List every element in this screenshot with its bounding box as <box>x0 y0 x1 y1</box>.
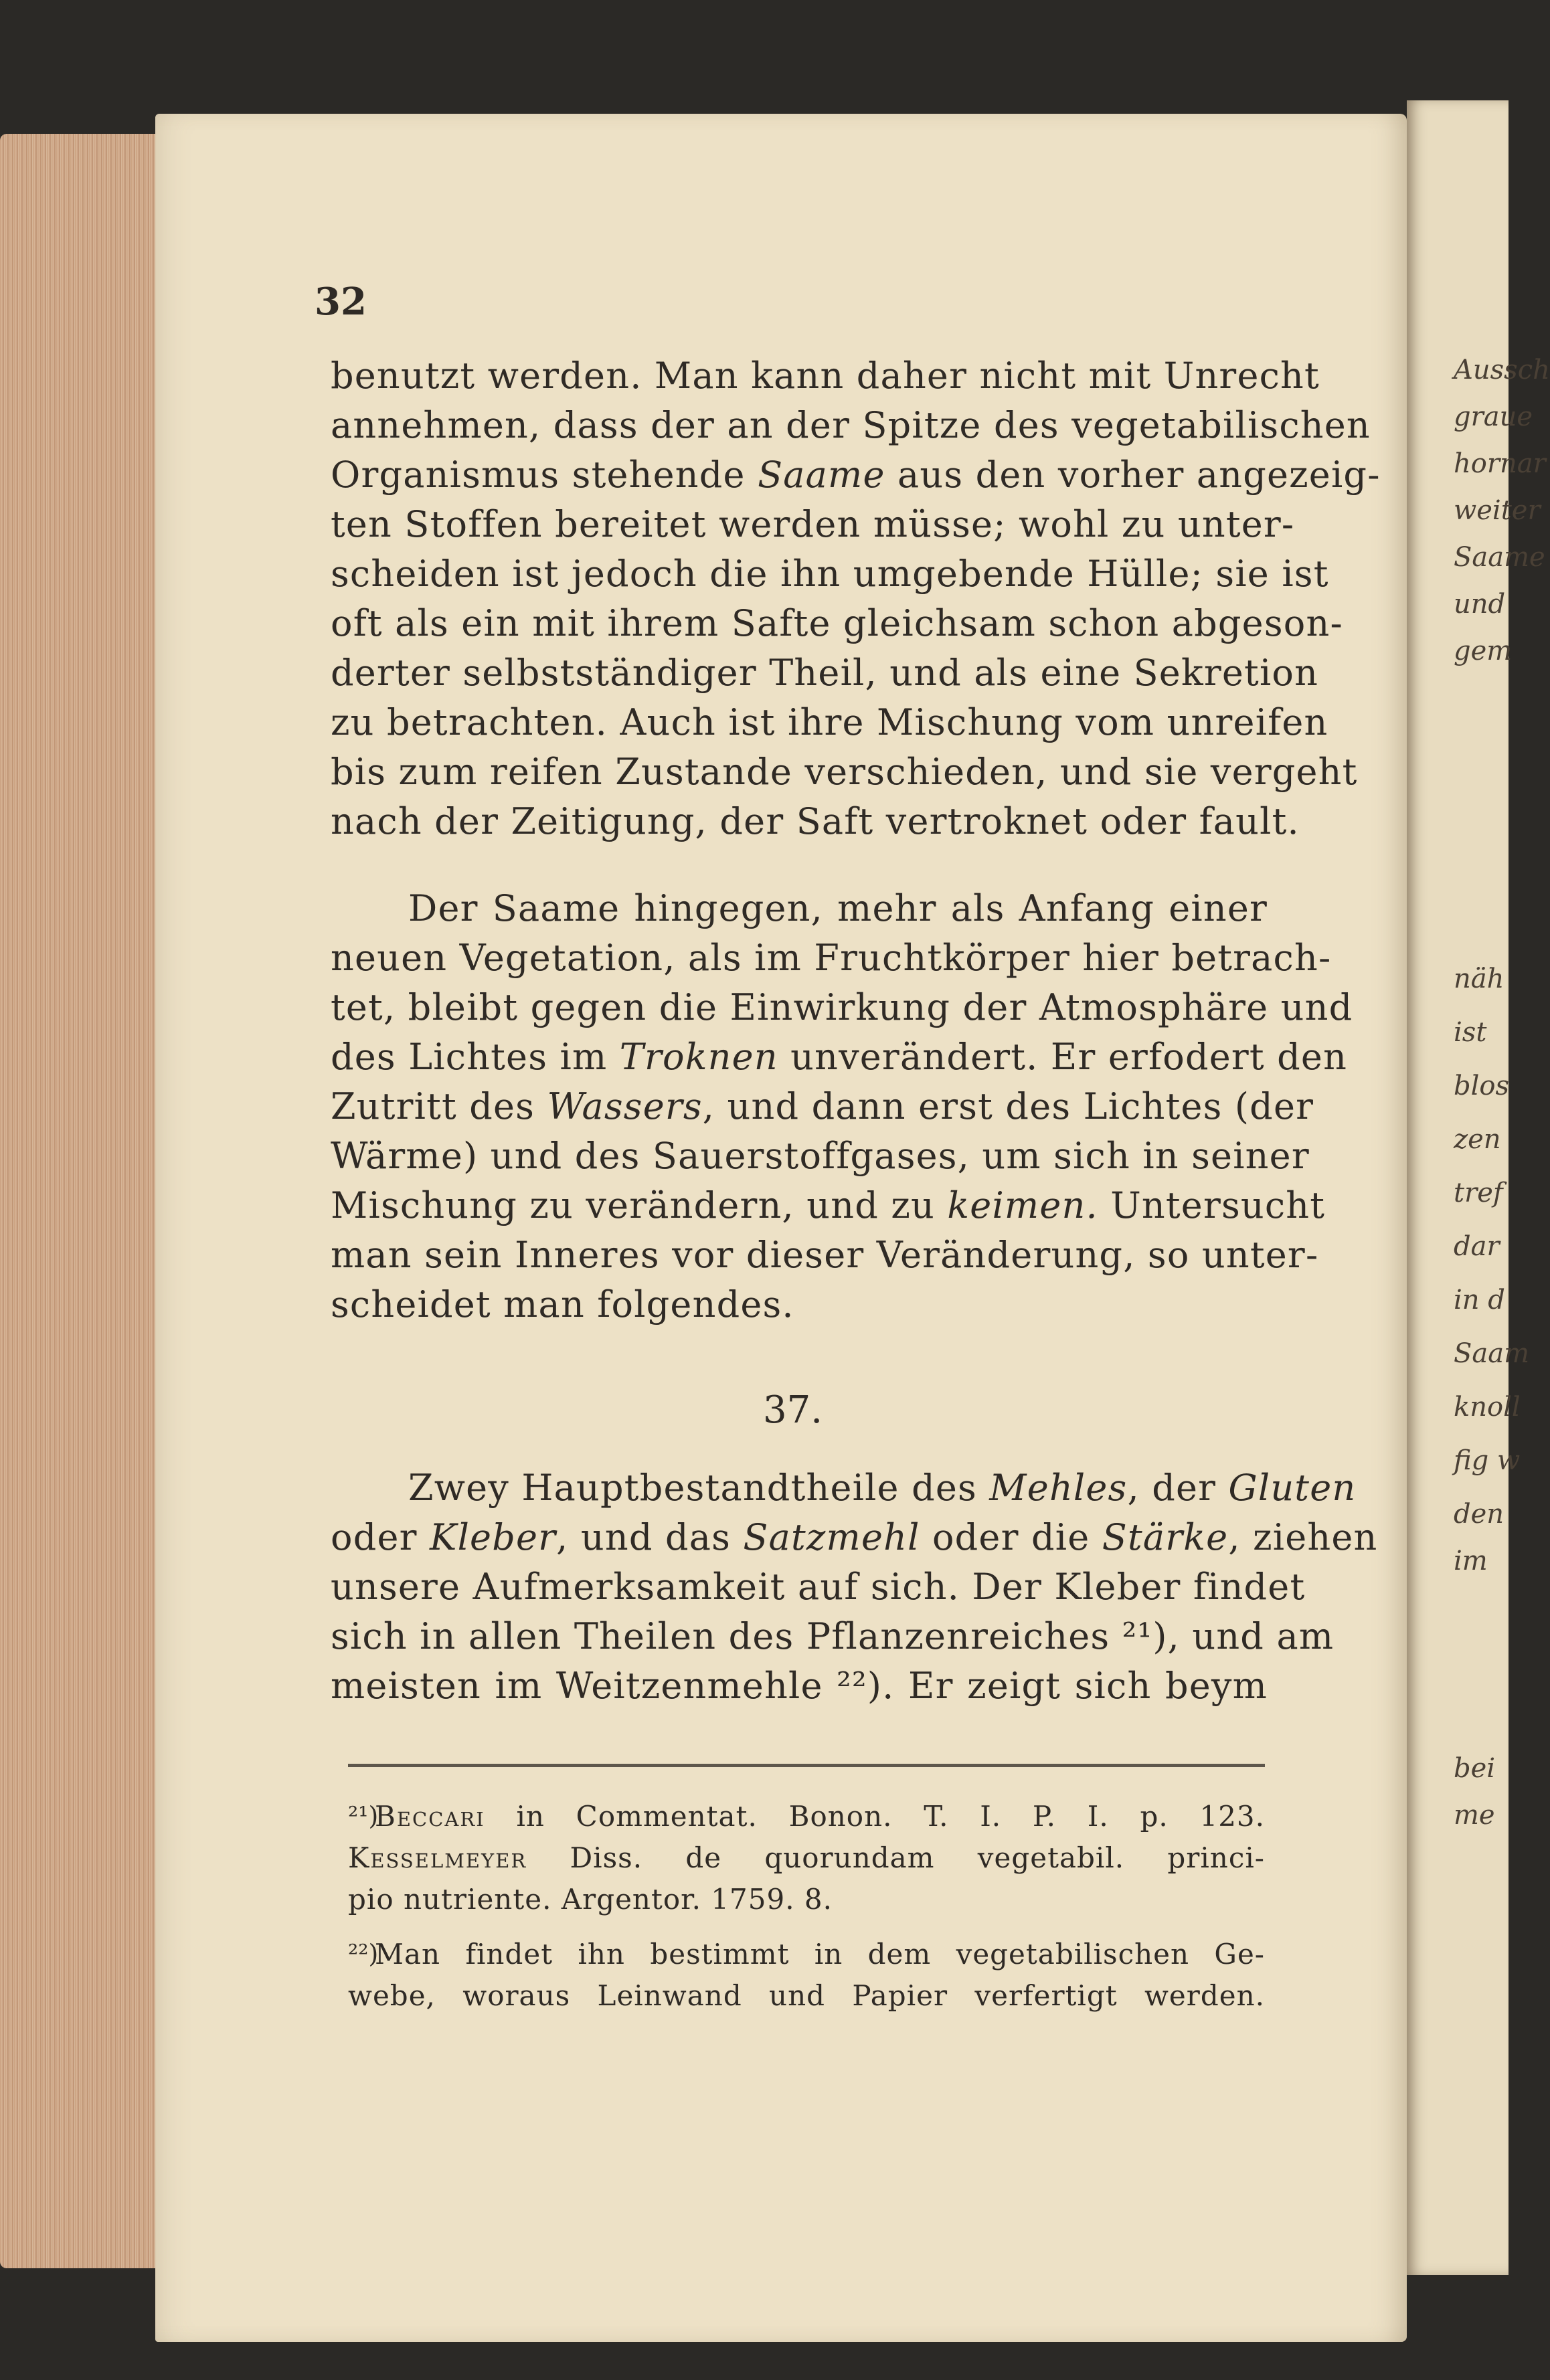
footnote-rule <box>348 1764 1265 1767</box>
emphasis: Satzmehl <box>743 1516 920 1558</box>
facing-fragment: in d <box>1454 1285 1505 1315</box>
emphasis: Troknen <box>619 1036 778 1078</box>
text-line: oft als ein mit ihrem Safte gleichsam schon abgeson- <box>331 602 1343 644</box>
text-span: Mischung zu verändern, und zu <box>331 1184 935 1226</box>
facing-fragment: weiter <box>1454 495 1541 526</box>
text-line: benutzt werden. Man kann daher nicht mit Unrecht <box>331 355 1320 397</box>
text-line <box>331 454 1381 496</box>
emphasis: Stärke <box>1102 1516 1229 1558</box>
emphasis: Saame <box>758 454 885 496</box>
text-span: Zutritt des <box>331 1085 535 1127</box>
text-span: , und das <box>556 1516 731 1558</box>
text-line: Der Saame hingegen, mehr als Anfang einer <box>408 887 1268 929</box>
text-line: annehmen, dass der an der Spitze des vegetabilischen <box>331 404 1371 446</box>
facing-fragment: Aussch <box>1454 355 1550 385</box>
text-line <box>408 1467 1357 1509</box>
facing-fragment: näh <box>1454 964 1504 994</box>
text-line: ten Stoffen bereitet werden müsse; wohl zu unter- <box>331 503 1295 545</box>
text-line: meisten im Weitzenmehle ²²). Er zeigt sich beym <box>331 1665 1268 1707</box>
text-span: oder <box>331 1516 418 1558</box>
section-number: 37. <box>763 1388 823 1432</box>
facing-fragment: knoll <box>1454 1392 1521 1423</box>
facing-fragment: hornar <box>1454 448 1546 479</box>
text-line: scheiden ist jedoch die ihn umgebende Hülle; sie ist <box>331 553 1329 595</box>
text-line: man sein Inneres vor dieser Veränderung, so unter- <box>331 1234 1319 1276</box>
facing-fragment: graue <box>1454 401 1533 432</box>
text-span: , ziehen <box>1228 1516 1378 1558</box>
text-line <box>331 1184 1326 1226</box>
text-span: des Lichtes im <box>331 1036 608 1078</box>
text-span: aus den vorher angezeig- <box>897 454 1381 496</box>
text-line: unsere Aufmerksamkeit auf sich. Der Kleber findet <box>331 1566 1306 1608</box>
emphasis: Wassers <box>547 1085 703 1127</box>
text-line: Wärme) und des Sauerstoffgases, um sich in seiner <box>331 1135 1310 1177</box>
facing-fragment: im <box>1454 1546 1488 1576</box>
author-name: Kesselmeyer <box>348 1841 527 1874</box>
text-span: , der <box>1127 1467 1217 1509</box>
text-span: Untersucht <box>1110 1184 1326 1226</box>
facing-fragment: den <box>1454 1499 1504 1530</box>
facing-fragment: ist <box>1454 1017 1487 1048</box>
text-line: bis zum reifen Zustande verschieden, und sie vergeht <box>331 751 1358 793</box>
facing-fragment: dar <box>1454 1231 1500 1262</box>
text-line: tet, bleibt gegen die Einwirkung der Atmosphäre und <box>331 986 1353 1028</box>
emphasis: Gluten <box>1228 1467 1357 1509</box>
text-line: zu betrachten. Auch ist ihre Mischung vom unreifen <box>331 701 1328 743</box>
facing-fragment: blos <box>1454 1071 1510 1101</box>
text-line: neuen Vegetation, als im Fruchtkörper hier betrach- <box>331 937 1332 979</box>
emphasis: keimen. <box>947 1184 1098 1226</box>
facing-fragment: me <box>1454 1800 1495 1831</box>
text-line: sich in allen Theilen des Pflanzenreiches ²¹), und am <box>331 1615 1334 1657</box>
text-span: unverändert. Er erfodert den <box>790 1036 1348 1078</box>
facing-fragment: zen <box>1454 1124 1501 1155</box>
emphasis: Mehles <box>989 1467 1128 1509</box>
text-span: oder die <box>932 1516 1090 1558</box>
text-span: Zwey Hauptbestandtheile des <box>408 1467 977 1509</box>
facing-fragment: und <box>1454 589 1506 620</box>
facing-fragment: Saame <box>1454 542 1545 573</box>
facing-fragment: Saam <box>1454 1338 1530 1369</box>
text-span: Diss. de quorundam vegetabil. princi- <box>570 1841 1265 1874</box>
page-edges <box>0 134 155 2268</box>
facing-fragment: bei <box>1454 1753 1496 1784</box>
footnote-line: pio nutriente. Argentor. 1759. 8. <box>348 1883 833 1916</box>
text-line: nach der Zeitigung, der Saft vertroknet oder fault. <box>331 800 1300 842</box>
emphasis: Kleber <box>430 1516 557 1558</box>
facing-fragment: tref <box>1454 1178 1503 1208</box>
footnote-marker: ²²) <box>348 1939 379 1969</box>
footnote-marker: ²¹) <box>348 1801 379 1831</box>
text-span: in Commentat. Bonon. T. I. P. I. p. 123. <box>516 1800 1265 1833</box>
page-number: 32 <box>315 280 367 324</box>
facing-page-edge <box>1407 100 1550 2275</box>
text-span: Organismus stehende <box>331 454 746 496</box>
footnote-line: webe, woraus Leinwand und Papier verfertigt werden. <box>348 1979 1265 2012</box>
text-line: scheidet man folgendes. <box>331 1283 794 1325</box>
footnote-line <box>348 1841 1265 1874</box>
footnote-line: Man findet ihn bestimmt in dem vegetabilischen Ge- <box>375 1938 1265 1971</box>
text-span: , und dann erst des Lichtes (der <box>702 1085 1314 1127</box>
facing-fragment: gem <box>1454 636 1513 666</box>
text-line <box>331 1516 1378 1558</box>
text-line: derter selbstständiger Theil, und als eine Sekretion <box>331 652 1319 694</box>
author-name: Beccari <box>375 1800 485 1833</box>
text-line <box>331 1085 1314 1127</box>
text-line <box>331 1036 1348 1078</box>
footnote-line <box>375 1800 1265 1833</box>
facing-fragment: fig w <box>1454 1445 1521 1476</box>
